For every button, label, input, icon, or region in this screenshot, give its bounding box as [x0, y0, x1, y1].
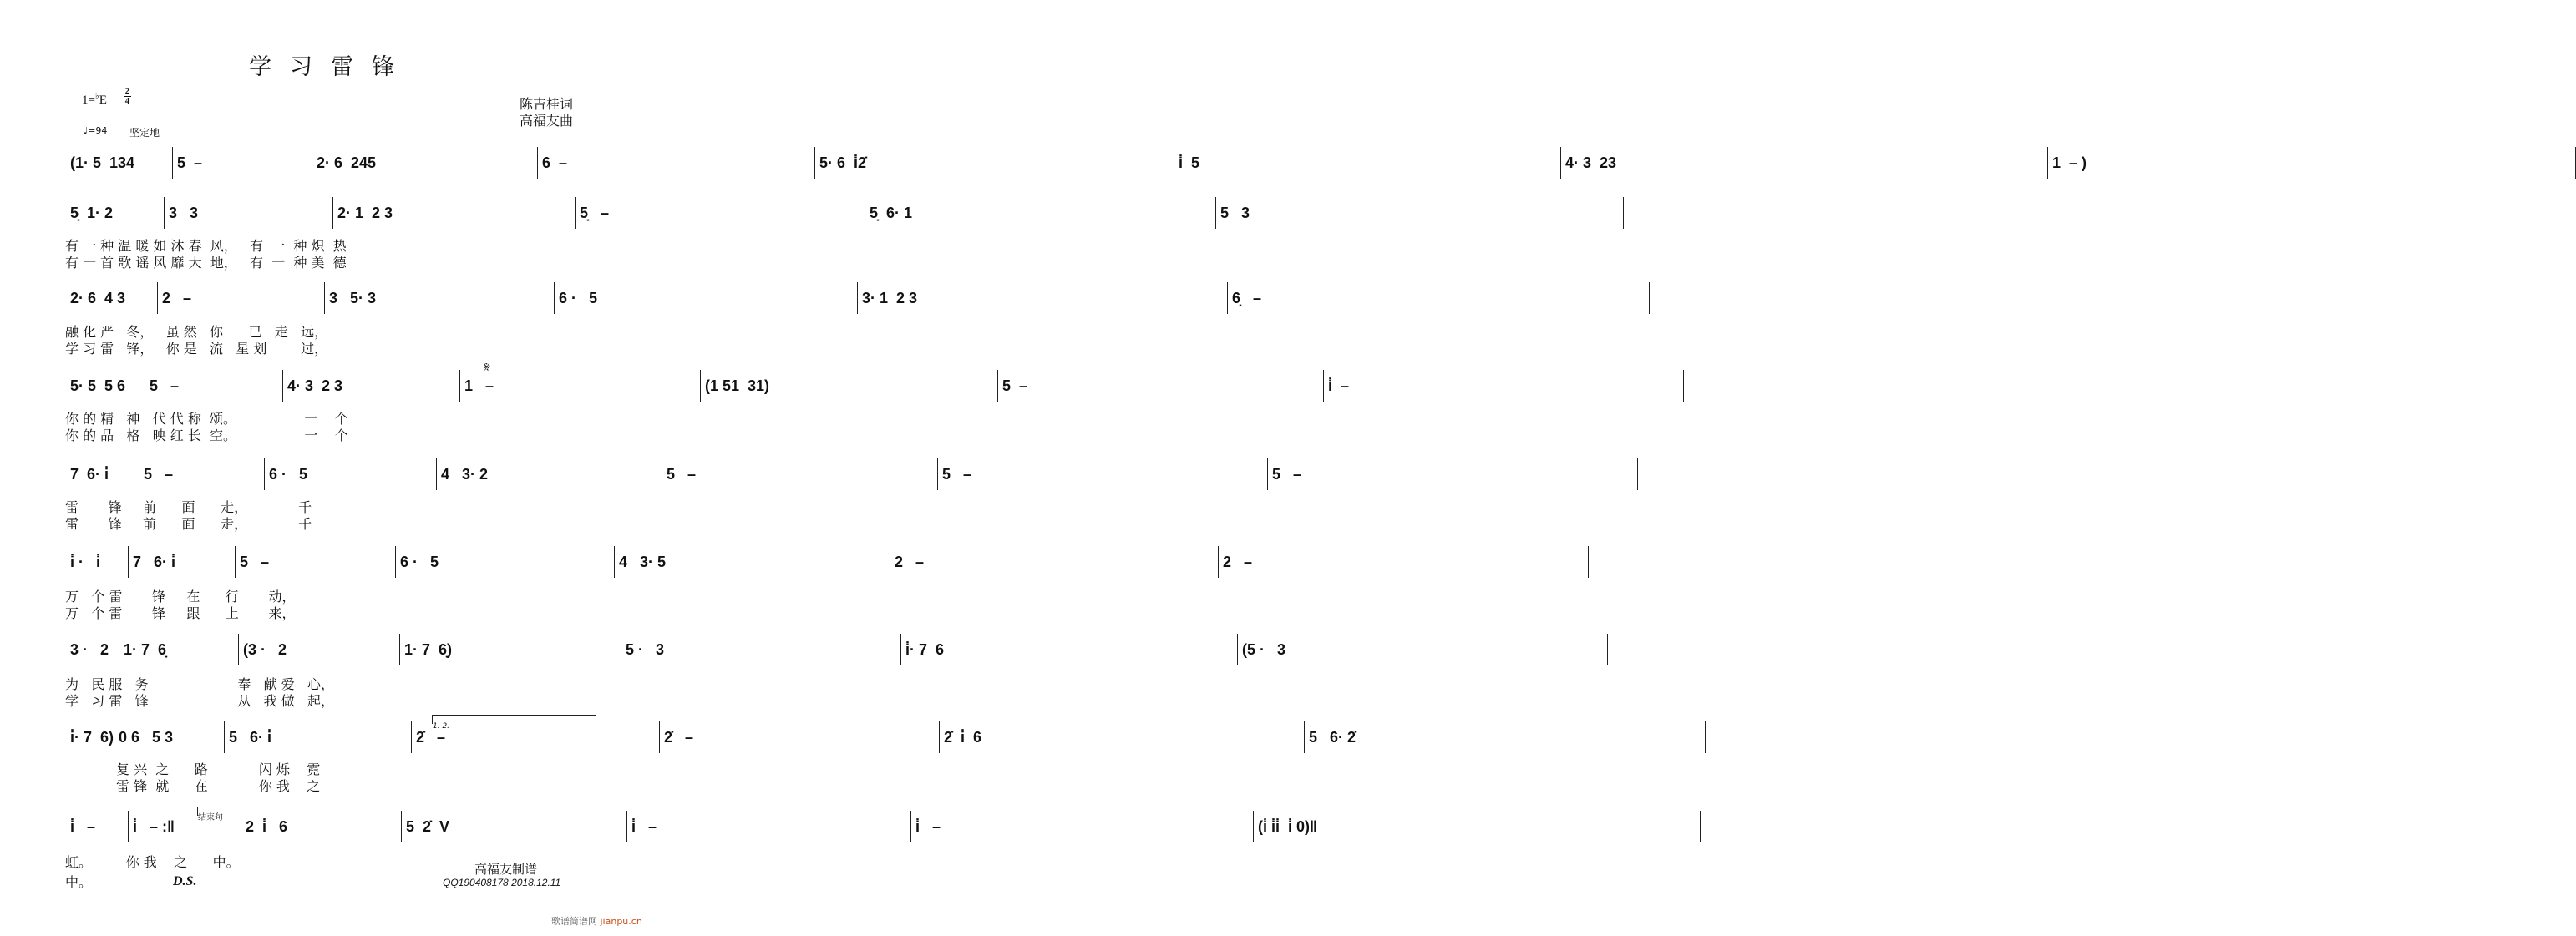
bar-line [2047, 147, 2048, 179]
lyric-line: 你 的 品 格 映 红 长 空。 一 个 [65, 428, 348, 443]
bar-line [575, 197, 576, 229]
measure: 2· 1 2 3 [337, 205, 393, 221]
watermark-domain: jianpu.cn [600, 916, 642, 927]
measure: i̇· 7 6 [905, 641, 945, 658]
bar-line [1237, 634, 1238, 665]
expression-marking: 坚定地 [129, 127, 160, 139]
measure: 5· 6 i̇2̇ [819, 154, 867, 171]
measure: 5 6· 2̇ [1309, 729, 1356, 746]
measure: 5̣ – [580, 205, 610, 221]
bar-line [1705, 721, 1706, 753]
score-row [65, 814, 1317, 839]
bar-line [537, 147, 538, 179]
bar-line [172, 147, 173, 179]
lyric-line: 万 个 雷 锋 跟 上 来， [65, 605, 296, 621]
measure: 4 3· 5 [619, 554, 667, 570]
lyric-line: 复 兴 之 路 闪 烁 霓 [65, 761, 321, 777]
key-note: E [99, 94, 107, 107]
time-signature [124, 87, 131, 106]
volta-bracket [432, 715, 596, 731]
measure: 5 3 [1220, 205, 1250, 221]
bar-line [128, 811, 129, 842]
measure: i̇ 5 [1179, 154, 1200, 171]
qq-date: QQ190408178 2018.12.11 [443, 877, 561, 888]
score-row [65, 462, 1302, 487]
bar-line [1637, 458, 1638, 490]
lyric-line: 万 个 雷 锋 在 行 动， [65, 589, 296, 605]
score-row [65, 286, 1262, 311]
measure: 2̇ – [416, 729, 446, 746]
measure: 1· 7 6̣ [124, 641, 167, 658]
time-top: 2 [124, 86, 130, 96]
segno-icon: 𝄋 [484, 359, 490, 375]
measure: 0 6 5 3 [119, 729, 174, 746]
measure: 5 – [1272, 466, 1302, 483]
key-label: 1= [82, 94, 95, 107]
watermark-text: 歌谱简谱网 [551, 916, 597, 927]
measure: 7 6· i̇ [133, 554, 176, 570]
lyric-line: 为 民 服 务 奉 献 爱 心， [65, 676, 335, 692]
measure: i̇ · i̇ [70, 554, 100, 570]
measure: 5 – [667, 466, 697, 483]
composer: 高福友曲 [520, 113, 574, 129]
measure: 5 · 3 [626, 641, 665, 658]
bar-line [264, 458, 265, 490]
bar-line [997, 370, 998, 402]
measure: i̇ – [70, 818, 96, 835]
bar-line [459, 370, 460, 402]
bar-line [436, 458, 437, 490]
measure: 5̣ 6· 1 [870, 205, 913, 221]
measure: 5 6· i̇ [229, 729, 272, 746]
bar-line [324, 282, 325, 314]
measure: 1 – [464, 377, 494, 394]
bar-line [1623, 197, 1624, 229]
lyric-line: 有 一 首 歌 谣 风 靡 大 地， 有 一 种 美 德 [65, 255, 347, 271]
bar-line [411, 721, 412, 753]
bar-line [1560, 147, 1561, 179]
measure: 5 – [942, 466, 972, 483]
bar-line [614, 546, 615, 578]
measure: (i̇ i̇i̇ i̇ 0)‖ [1258, 818, 1317, 835]
end-phrase-label: 结束句 [198, 813, 223, 822]
bar-line [1304, 721, 1305, 753]
bar-line [128, 546, 129, 578]
song-title: 学习雷锋 [249, 54, 413, 80]
measure: 4· 3 2 3 [287, 377, 343, 394]
lyric-line: 学 习 雷 锋， 你 是 流 星 划 过， [65, 341, 328, 357]
measure: 2 – [162, 290, 192, 306]
score-row [65, 200, 1250, 225]
measure: 2̇ i̇ 6 [944, 729, 982, 746]
key-signature [82, 92, 107, 108]
measure: 2 i̇ 6 [246, 818, 288, 835]
bar-line [626, 811, 627, 842]
measure: 2 – [1223, 554, 1253, 570]
watermark [551, 914, 642, 928]
measure: 6̣ – [1232, 290, 1262, 306]
bar-line [332, 197, 333, 229]
tempo-marking: ♩=94 [84, 125, 108, 136]
measure: 1· 7 6̣) [404, 641, 453, 658]
bar-line [1227, 282, 1228, 314]
measure: (1 51 31) [705, 377, 770, 394]
lyric-line: 雷 锋 前 面 走， 千 [65, 516, 312, 532]
measure: 2̇ – [664, 729, 694, 746]
measure: i̇ – [631, 818, 657, 835]
measure: i̇ – [915, 818, 941, 835]
measure: 5 2̇ V [406, 818, 450, 835]
score-row [65, 637, 1286, 662]
score-row [65, 725, 1356, 750]
measure: 6 · 5 [559, 290, 598, 306]
bar-line [157, 282, 158, 314]
lyric-ending-line1: 虹。 你 我 之 中。 [65, 854, 240, 870]
measure: 7 6· i̇ [70, 466, 109, 483]
lyricist: 陈吉桂词 [520, 96, 574, 112]
bar-line [395, 546, 396, 578]
credits [520, 96, 573, 129]
bar-line [659, 721, 660, 753]
bar-line [939, 721, 940, 753]
measure: i̇ – [1328, 377, 1350, 394]
bar-line [1215, 197, 1216, 229]
bar-line [554, 282, 555, 314]
bar-line [224, 721, 225, 753]
bar-line [235, 546, 236, 578]
bar-line [401, 811, 402, 842]
measure: (3 · 2 [243, 641, 287, 658]
measure: 5 – [144, 466, 174, 483]
bar-line [1700, 811, 1701, 842]
measure: 4 3· 2 [441, 466, 489, 483]
bar-line [1218, 546, 1219, 578]
lyric-line: 学 习 雷 锋 从 我 做 起， [65, 693, 335, 709]
lyric-line: 融 化 严 冬， 虽 然 你 已 走 远， [65, 324, 328, 340]
measure: 5 – [177, 154, 203, 171]
measure: 5 – [240, 554, 270, 570]
ending-bracket [197, 807, 355, 822]
bar-line [700, 370, 701, 402]
bar-line [1588, 546, 1589, 578]
measure: 5· 5 5 6 [70, 377, 126, 394]
measure: 3 3 [169, 205, 199, 221]
bar-line [399, 634, 400, 665]
measure: 5̣ 1· 2 [70, 205, 114, 221]
measure: 5 – [1002, 377, 1028, 394]
measure: 2 – [895, 554, 925, 570]
bar-line [857, 282, 858, 314]
lyric-ending-line2: 中。 [65, 874, 93, 890]
bar-line [1683, 370, 1684, 402]
flat-icon: ♭ [94, 92, 99, 101]
lyric-line: 有 一 种 温 暖 如 沐 春 风， 有 一 种 炽 热 [65, 238, 347, 254]
ds-marking: D.S. [173, 874, 197, 888]
measure: 2· 6 4 3 [70, 290, 126, 306]
bar-line [814, 147, 815, 179]
measure: 5 – [150, 377, 180, 394]
bar-line [238, 634, 239, 665]
measure: 6 – [542, 154, 568, 171]
transcriber: 高福友制谱 [474, 862, 538, 877]
measure: 1 – ) [2052, 154, 2087, 171]
measure: 3· 1 2 3 [862, 290, 918, 306]
bar-line [282, 370, 283, 402]
volta-label: 1. 2. [433, 722, 450, 731]
measure: 3 5· 3 [329, 290, 377, 306]
bar-line [900, 634, 901, 665]
bar-line [1267, 458, 1268, 490]
lyric-line: 雷 锋 前 面 走， 千 [65, 499, 312, 515]
measure: 2· 6 245 [317, 154, 377, 171]
score-row [65, 373, 1350, 398]
time-bottom: 4 [124, 96, 130, 106]
bar-line [1607, 634, 1608, 665]
lyric-line: 你 的 精 神 代 代 称 颂。 一 个 [65, 411, 348, 427]
measure: i̇ – :‖ [133, 818, 175, 835]
bar-line [910, 811, 911, 842]
measure: 6 · 5 [400, 554, 439, 570]
score-row [65, 150, 2087, 175]
measure: 3 · 2 [70, 641, 109, 658]
bar-line [1323, 370, 1324, 402]
bar-line [937, 458, 938, 490]
measure: 4· 3 23 [1565, 154, 1617, 171]
score-row [65, 549, 1253, 574]
bar-line [1649, 282, 1650, 314]
measure: (1· 5 134 [70, 154, 135, 171]
bar-line [1253, 811, 1254, 842]
lyric-line: 雷 锋 就 在 你 我 之 [65, 778, 321, 794]
measure: (5 · 3 [1242, 641, 1286, 658]
measure: 6 · 5 [269, 466, 308, 483]
measure: i̇· 7 6) [70, 729, 114, 746]
bar-line [164, 197, 165, 229]
